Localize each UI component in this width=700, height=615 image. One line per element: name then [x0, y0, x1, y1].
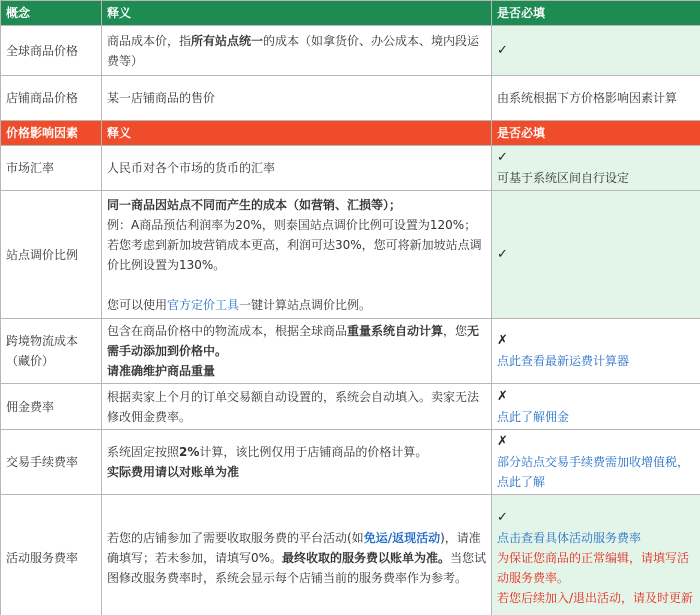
pricing-tool-link[interactable]: 官方定价工具: [167, 297, 240, 312]
check-icon: ✓: [497, 150, 508, 165]
table-row-shop-price: [1, 76, 700, 121]
table-row-global-price: [1, 26, 700, 76]
concept-cell: 交易手续费率: [1, 430, 102, 495]
concept-cell: 跨境物流成本（藏价）: [1, 319, 102, 384]
cross-icon: ✗: [497, 388, 508, 404]
cross-icon: ✗: [497, 333, 508, 348]
concept-cell: 活动服务费率: [1, 495, 102, 615]
shipping-calculator-link[interactable]: 点此查看最新运费计算器: [497, 354, 630, 368]
required-cell: [492, 495, 700, 615]
explanation-cell: 若您的店铺参加了需要收取服务费的平台活动(如免运/返现活动)，请准确填写；若未参加，请填写0%。最终收取的服务费以账单为准。当您试图修改服务费率时，系统会显示每个店铺当前的服务费率作为参考。: [102, 495, 492, 615]
concept-cell: 佣金费率: [1, 384, 102, 430]
required-cell: [492, 384, 700, 430]
header-required: 是否必填: [492, 1, 700, 26]
required-cell: [492, 146, 700, 191]
cross-icon: ✗: [497, 434, 508, 449]
concept-cell: 市场汇率: [1, 146, 102, 191]
concept-cell: 站点调价比例: [1, 191, 102, 319]
check-icon: ✓: [497, 509, 508, 525]
check-icon: ✓: [497, 43, 508, 58]
check-icon: ✓: [497, 247, 508, 262]
concept-cell: 全球商品价格: [1, 26, 102, 76]
table-row-campaign-fee: [1, 495, 700, 615]
concept-cell: 店铺商品价格: [1, 76, 102, 121]
required-cell: [492, 26, 700, 76]
header-explanation: 释义: [102, 121, 492, 146]
required-cell: 由系统根据下方价格影响因素计算: [492, 76, 700, 121]
explanation-cell: 商品成本价，指所有站点统一的成本（如拿货价、办公成本、境内段运费等）: [102, 26, 492, 76]
campaign-fee-link[interactable]: 点击查看具体活动服务费率: [497, 530, 642, 545]
explanation-cell: 根据卖家上个月的订单交易额自动设置的，系统会自动填入。卖家无法修改佣金费率。: [102, 384, 492, 430]
warning-note: 为保证您商品的正常编辑，请填写活动服务费率。: [497, 550, 690, 585]
explanation-cell: 系统固定按照2%计算，该比例仅用于店铺商品的价格计算。 实际费用请以对账单为准: [102, 430, 492, 495]
table-row-exchange-rate: [1, 146, 700, 191]
header-required: 是否必填: [492, 121, 700, 146]
table-row-logistics-cost: [1, 319, 700, 384]
required-cell: [492, 319, 700, 384]
required-cell: [492, 430, 700, 495]
required-note: 可基于系统区间自行设定: [497, 171, 630, 185]
header-factor: 价格影响因素: [1, 121, 102, 146]
commission-info-link[interactable]: 点此了解佣金: [497, 409, 570, 424]
required-cell: [492, 191, 700, 319]
explanation-cell: 人民币对各个市场的货币的汇率: [102, 146, 492, 191]
header-explanation: 释义: [102, 1, 492, 26]
explanation-cell: 同一商品因站点不同而产生的成本（如营销、汇损等）； 例：A商品预估利润率为20%，则泰国站点调价比例可设置为120%；若您考虑到新加坡营销成本更高，利润可达30%，您可将新加坡站点调价比例设置为130%。 您可以使用官方定价工具一键计算站点调价比例。: [102, 191, 492, 319]
explanation-cell: 包含在商品价格中的物流成本，根据全球商品重量系统自动计算，您无需手动添加到价格中。 请准确维护商品重量: [102, 319, 492, 384]
table-row-transaction-fee: [1, 430, 700, 495]
explanation-cell: 某一店铺商品的售价: [102, 76, 492, 121]
table-row-site-adjustment: [1, 191, 700, 319]
table-row-commission: [1, 384, 700, 430]
table-header-concepts: [1, 1, 700, 26]
table-header-factors: [1, 121, 700, 146]
warning-note: 若您后续加入/退出活动，请及时更新: [497, 590, 694, 605]
vat-info-link[interactable]: 部分站点交易手续费需加收增值税，点此了解: [497, 455, 690, 489]
header-concept: 概念: [1, 1, 102, 26]
